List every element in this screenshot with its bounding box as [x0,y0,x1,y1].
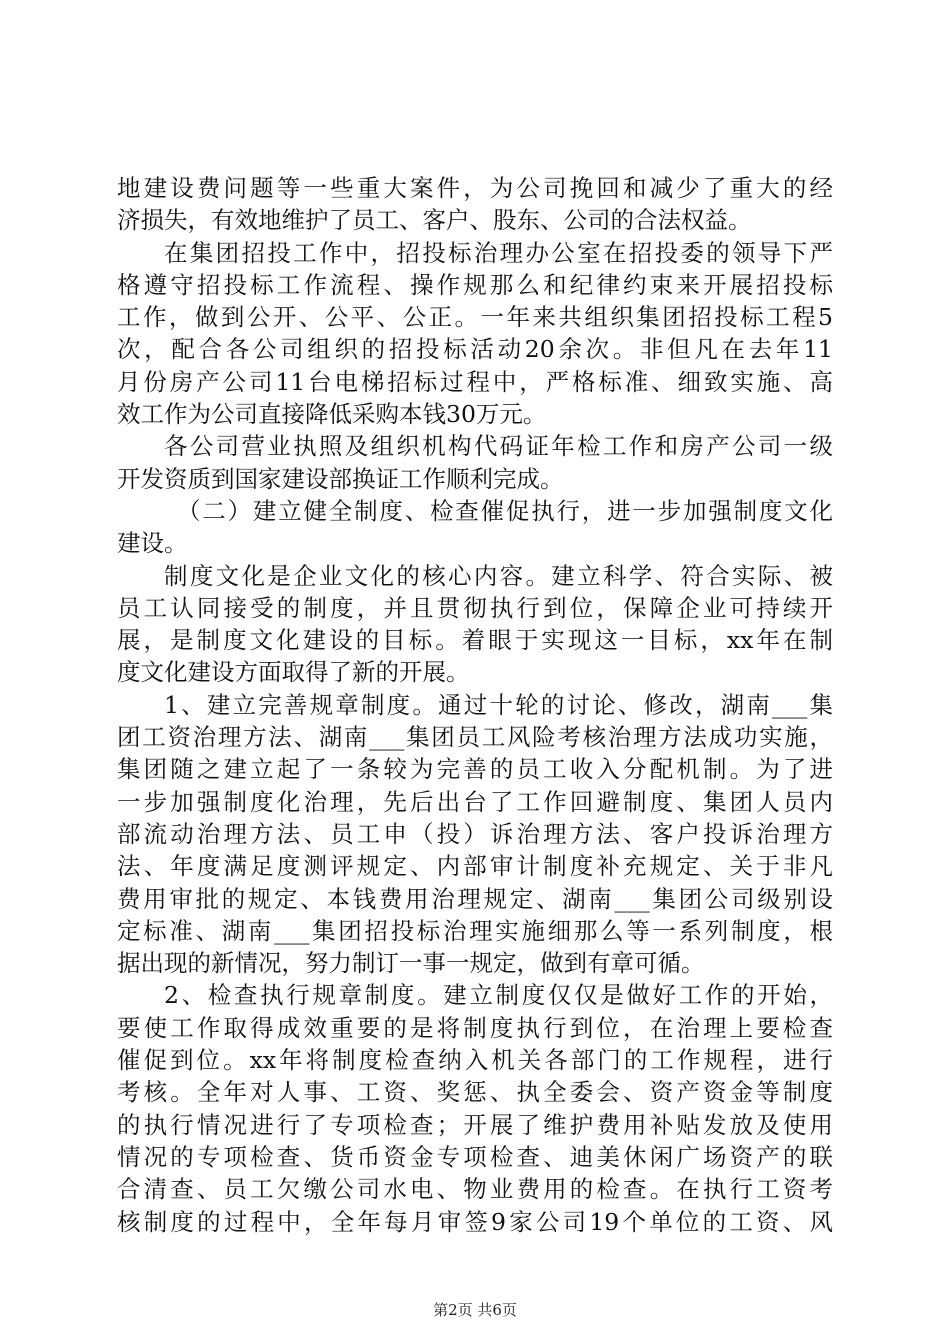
paragraph-first-line: 1、建立完善规章制度。通过十轮的讨论、修改，湖南___集 [164,690,833,719]
text-line: 地建设费问题等一些重大案件，为公司挽回和减少了重大的经 [117,174,833,202]
paragraph-first-line: 在集团招投工作中，招投标治理办公室在招投委的领导下严 [164,238,833,267]
text-line: 济损失，有效地维护了员工、客户、股东、公司的合法权益。 [117,206,752,235]
document-body [117,172,833,1238]
paragraph-first-line: 制度文化是企业文化的核心内容。建立科学、符合实际、被 [164,561,833,590]
text-line: 部流动治理方法、员工申（投）诉治理方法、客户投诉治理方 [117,819,833,848]
section-heading: （二）建立健全制度、检查催促执行，进一步加强制度文化 [177,496,833,525]
text-line: 要使工作取得成效重要的是将制度执行到位，在治理上要检查 [117,1013,833,1042]
text-line: 定标准、湖南___集团招投标治理实施细那么等一系列制度，根 [117,916,833,945]
text-line: 集团随之建立起了一条较为完善的员工收入分配机制。为了进 [117,755,833,784]
text-line: 考核。全年对人事、工资、奖惩、执全委会、资产资金等制度 [117,1078,833,1107]
text-line: 合清查、员工欠缴公司水电、物业费用的检查。在执行工资考 [117,1175,833,1204]
text-line: 一步加强制度化治理，先后出台了工作回避制度、集团人员内 [117,787,833,816]
text-line: 度文化建设方面取得了新的开展。 [117,658,470,687]
text-line: 效工作为公司直接降低采购本钱30万元。 [117,400,547,429]
text-line: 月份房产公司11台电梯招标过程中，严格标准、细致实施、高 [117,367,833,396]
text-line: 催促到位。xx年将制度检查纳入机关各部门的工作规程，进行 [117,1046,833,1075]
text-line: 团工资治理方法、湖南___集团员工风险考核治理方法成功实施， [117,723,833,752]
text-line: 的执行情况进行了专项检查；开展了维护费用补贴发放及使用 [117,1110,833,1139]
text-line: 员工认同接受的制度，并且贯彻执行到位，保障企业可持续开 [117,593,833,622]
section-heading: 建设。 [117,529,188,558]
page-footer [0,1300,950,1320]
text-line: 展，是制度文化建设的目标。着眼于实现这一目标，xx年在制 [117,626,833,655]
paragraph-first-line: 各公司营业执照及组织机构代码证年检工作和房产公司一级 [164,432,833,461]
text-line: 据出现的新情况，努力制订一事一规定，做到有章可循。 [117,949,705,978]
text-line: 情况的专项检查、货币资金专项检查、迪美休闲广场资产的联 [117,1142,833,1171]
text-line: 费用审批的规定、本钱费用治理规定、湖南___集团公司级别设 [117,884,833,913]
text-line: 法、年度满足度测评规定、内部审计制度补充规定、关于非凡 [117,852,833,881]
text-line: 工作，做到公开、公平、公正。一年来共组织集团招投标工程5 [117,303,833,332]
text-line: 开发资质到国家建设部换证工作顺利完成。 [117,464,564,493]
page-number: 第2页 共6页 [433,1301,517,1319]
paragraph-first-line: 2、检查执行规章制度。建立制度仅仅是做好工作的开始， [164,981,833,1010]
text-line: 格遵守招投标工作流程、操作规那么和纪律约束来开展招投标 [117,270,833,299]
text-line: 次，配合各公司组织的招投标活动20余次。非但凡在去年11 [117,335,833,364]
text-line: 核制度的过程中，全年每月审签9家公司19个单位的工资、风 [117,1207,833,1236]
